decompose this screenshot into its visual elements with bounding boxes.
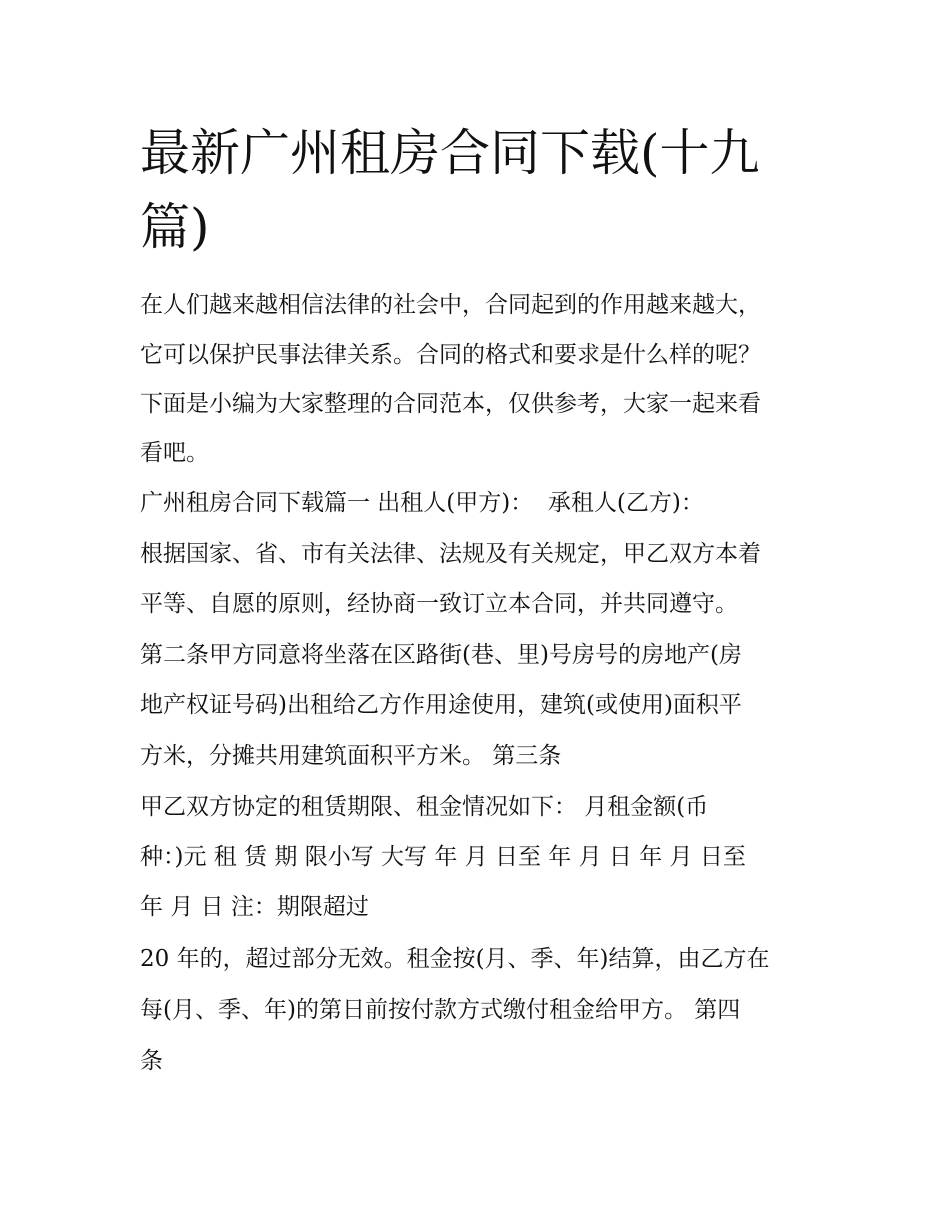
paragraph-line: 平等、自愿的原则，经协商一致订立本合同，并共同遵守。 — [140, 591, 738, 617]
paragraph-line: 甲乙双方协定的租赁期限、租金情况如下： 月租金额(币 — [140, 794, 709, 820]
document-title — [140, 116, 820, 264]
paragraph-line: 看吧。 — [140, 440, 209, 466]
paragraph-line: 它可以保护民事法律关系。合同的格式和要求是什么样的呢？ — [140, 342, 761, 368]
title-line-1: 最新广州租房合同下载(十九 — [140, 124, 760, 182]
paragraph-line: 广州租房合同下载篇一 出租人(甲方)： 承租人(乙方)： — [140, 490, 704, 516]
paragraph-line: 下面是小编为大家整理的合同范本，仅供参考，大家一起来看 — [140, 391, 761, 417]
paragraph-line: 根据国家、省、市有关法律、法规及有关规定，甲乙双方本着 — [140, 541, 761, 567]
paragraph-line: 条 — [140, 1048, 163, 1074]
paragraph-line: 年 月 日 注：期限超过 — [140, 894, 369, 920]
paragraph-line: 地产权证号码)出租给乙方作用途使用，建筑(或使用)面积平 — [140, 692, 742, 718]
paragraph-line: 第二条甲方同意将坐落在区路街(巷、里)号房号的房地产(房 — [140, 642, 742, 668]
paragraph-line: 种：)元 租 赁 期 限小写 大写 年 月 日至 年 月 日 年 月 日至 — [140, 844, 746, 870]
paragraph-line: 每(月、季、年)的第日前按付款方式缴付租金给甲方。 第四 — [140, 997, 741, 1023]
paragraph-line: 方米，分摊共用建筑面积平方米。 第三条 — [140, 743, 562, 769]
paragraph-line: 在人们越来越相信法律的社会中，合同起到的作用越来越大， — [140, 292, 761, 318]
paragraph-line: 20 年的，超过部分无效。租金按(月、季、年)结算，由乙方在 — [140, 946, 770, 972]
title-line-2: 篇) — [140, 198, 210, 256]
